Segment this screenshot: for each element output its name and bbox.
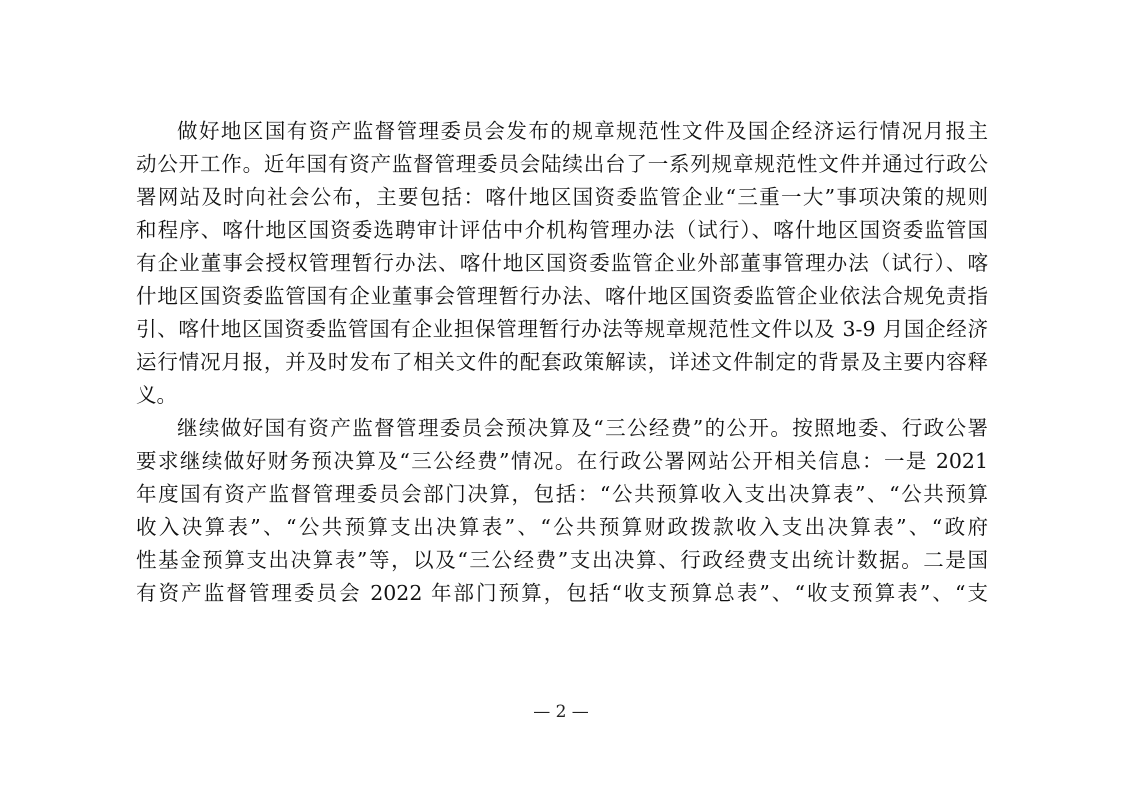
paragraph-line: 性基金预算支出决算表”等，以及“三公经费”支出决算、行政经费支出统计数据。二是国	[136, 548, 988, 572]
paragraph-line: 要求继续做好财务预决算及“三公经费”情况。在行政公署网站公开相关信息：一是 2021	[136, 449, 988, 473]
body-text	[136, 115, 988, 610]
paragraph-line: 有企业董事会授权管理暂行办法、喀什地区国资委监管企业外部董事管理办法（试行）、喀	[136, 251, 988, 275]
paragraph-line: 继续做好国有资产监督管理委员会预决算及“三公经费”的公开。按照地委、行政公署	[177, 416, 988, 440]
paragraph-line: 收入决算表”、“公共预算支出决算表”、“公共预算财政拨款收入支出决算表”、“政府	[136, 515, 988, 539]
page-number: — 2 —	[533, 702, 589, 722]
paragraph-line: 和程序、喀什地区国资委选聘审计评估中介机构管理办法（试行）、喀什地区国资委监管国	[136, 218, 988, 242]
paragraph-line: 运行情况月报，并及时发布了相关文件的配套政策解读，详述文件制定的背景及主要内容释	[136, 350, 988, 374]
paragraph-line: 年度国有资产监督管理委员会部门决算，包括：“公共预算收入支出决算表”、“公共预算	[136, 482, 988, 506]
paragraph-line: 动公开工作。近年国有资产监督管理委员会陆续出台了一系列规章规范性文件并通过行政公	[136, 152, 988, 176]
paragraph-line: 署网站及时向社会公布，主要包括：喀什地区国资委监管企业“三重一大”事项决策的规则	[136, 185, 988, 209]
paragraph-line: 有资产监督管理委员会 2022 年部门预算，包括“收支预算总表”、“收支预算表”、“支	[136, 581, 988, 605]
paragraph-line: 引、喀什地区国资委监管国有企业担保管理暂行办法等规章规范性文件以及 3-9 月国企经济	[136, 317, 988, 341]
paragraph-2	[136, 412, 988, 610]
paragraph-line: 什地区国资委监管国有企业董事会管理暂行办法、喀什地区国资委监管企业依法合规免责指	[136, 284, 988, 308]
paragraph-line: 做好地区国有资产监督管理委员会发布的规章规范性文件及国企经济运行情况月报主	[177, 119, 988, 143]
paragraph-1	[136, 115, 988, 412]
paragraph-line: 义。	[136, 383, 177, 407]
